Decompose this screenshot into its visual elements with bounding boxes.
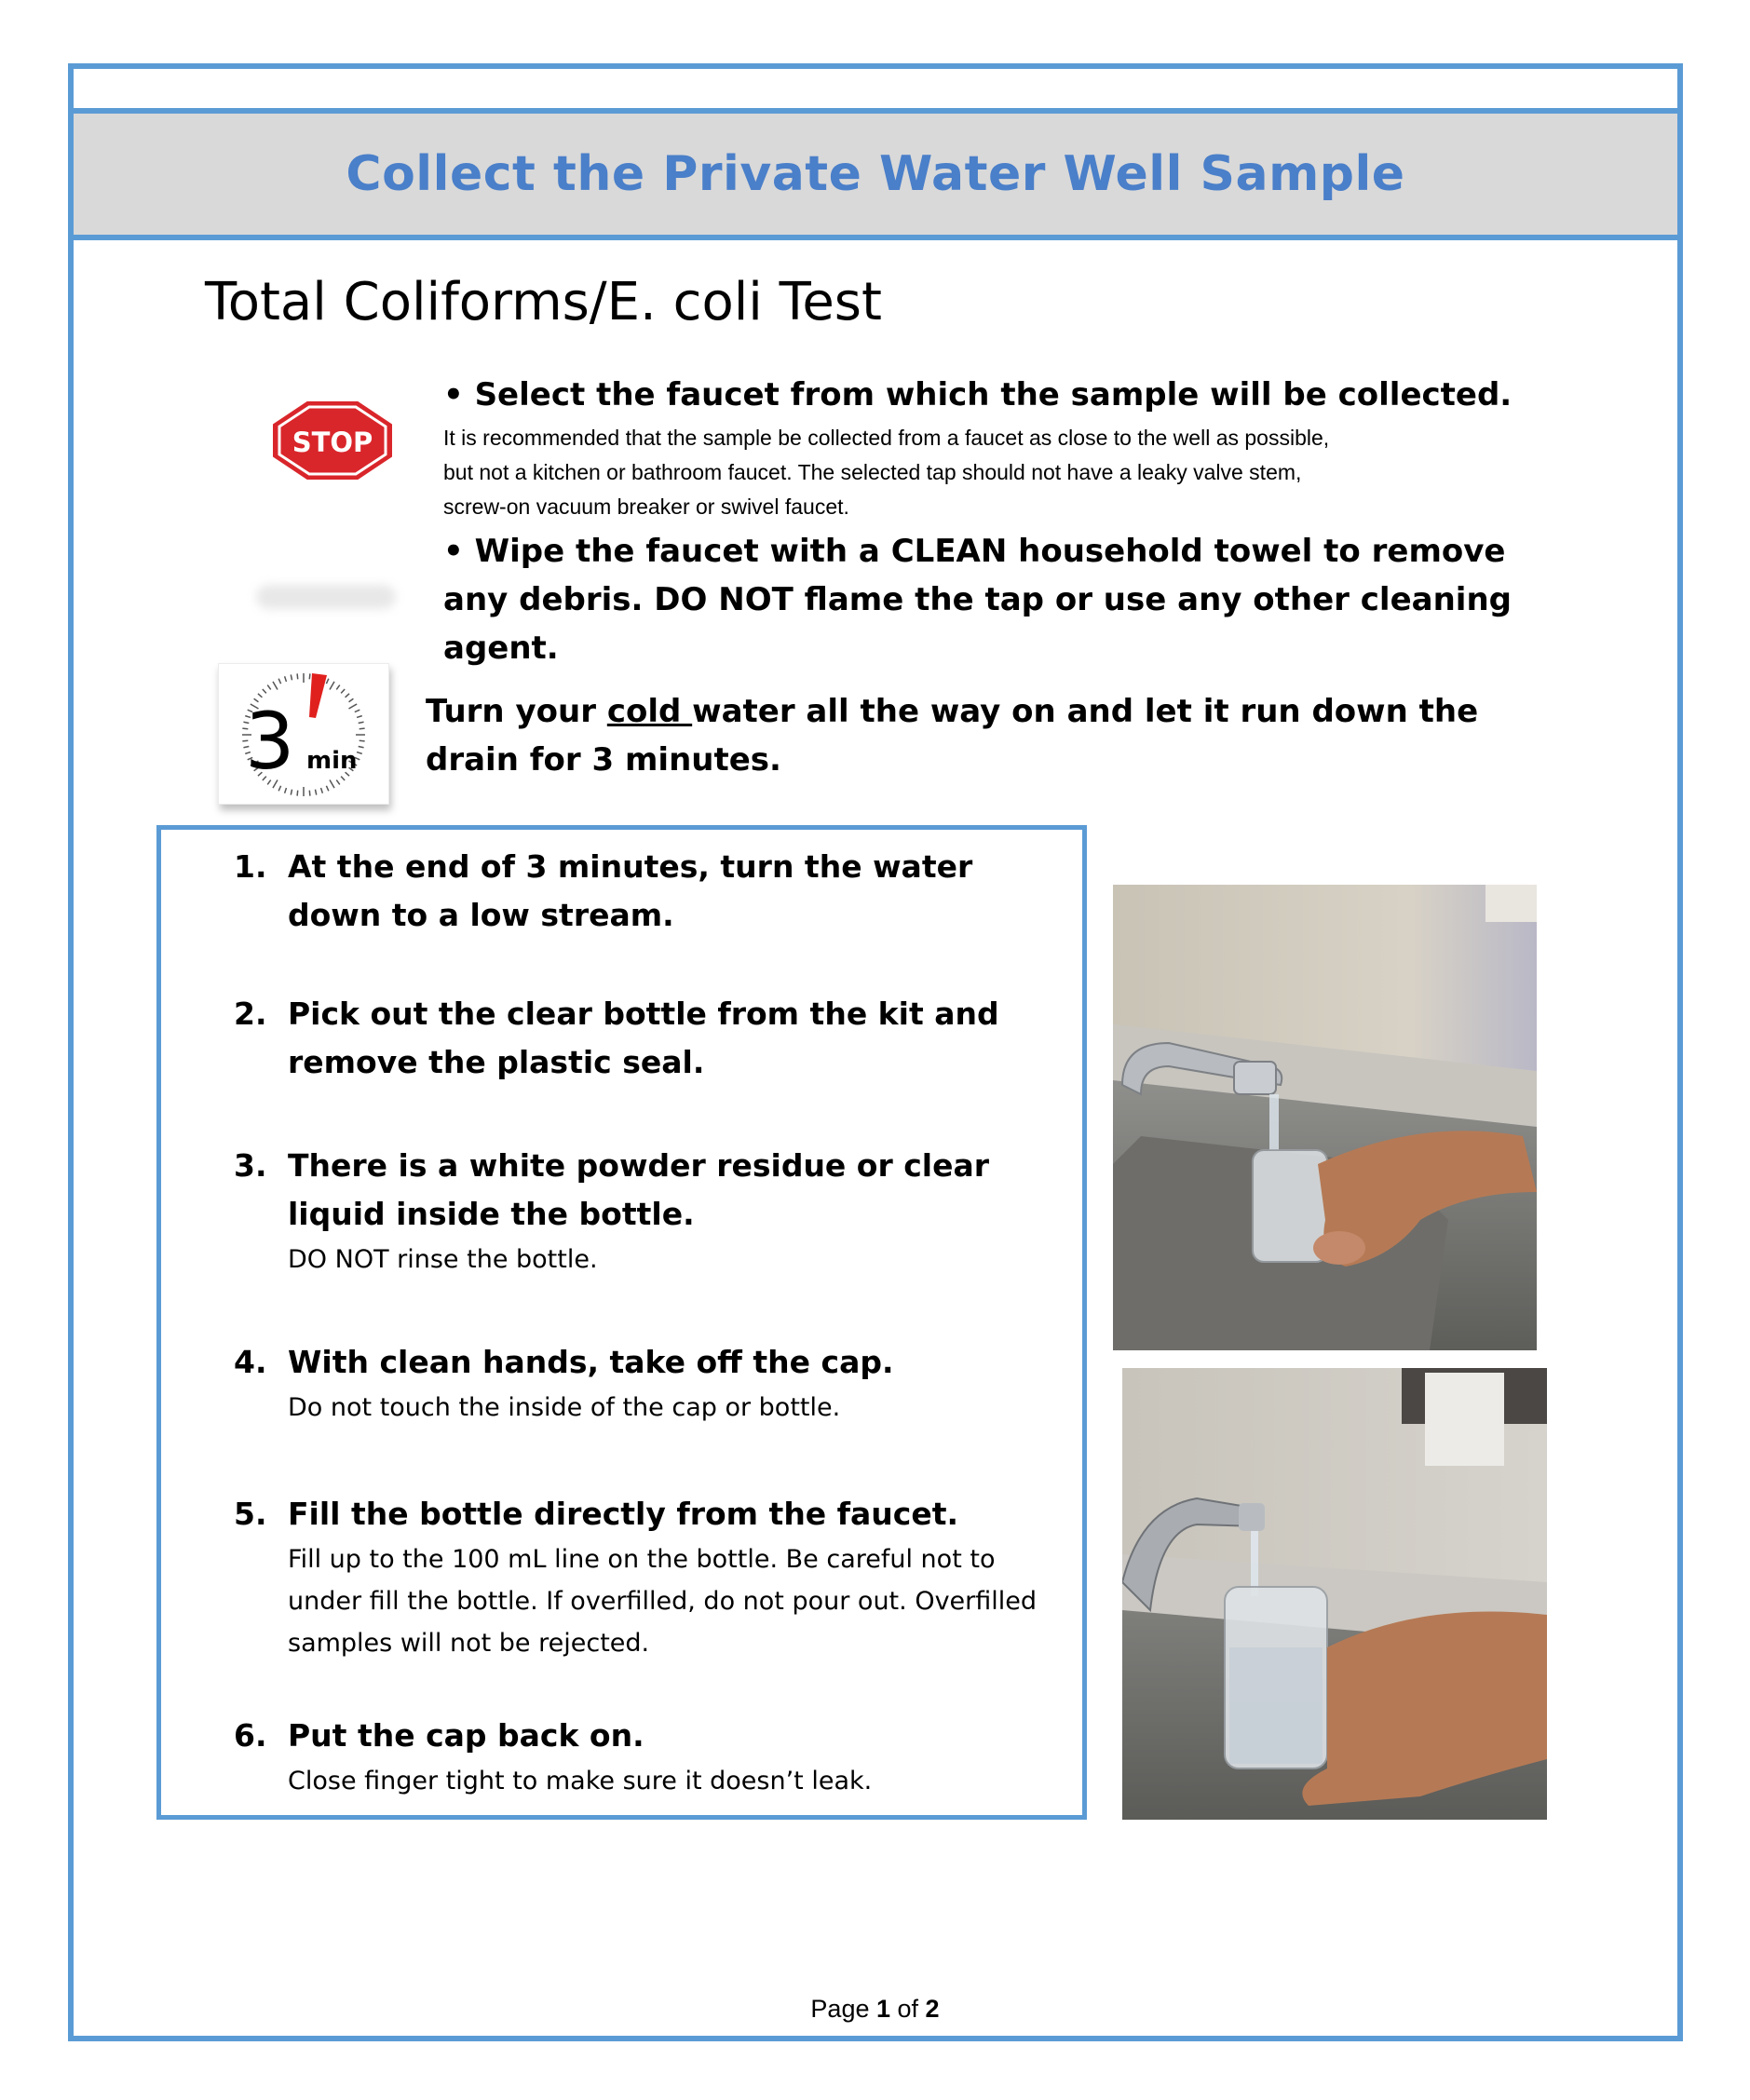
- step-heading: There is a white powder residue or clear liquid inside the bottle.: [288, 1147, 990, 1232]
- step-5: [234, 1490, 1072, 1664]
- stopwatch-tick: [263, 689, 266, 693]
- step-detail: DO NOT rinse the bottle.: [288, 1245, 598, 1274]
- timer-digit: 3: [245, 696, 295, 787]
- stopwatch-tick: [341, 777, 345, 780]
- stopwatch-tick: [330, 779, 334, 788]
- bullet-wipe-faucet: • Wipe the faucet with a CLEAN household towel to remove any debris. DO NOT flame the tap or use any other cleaning agent.: [443, 533, 1512, 667]
- stopwatch-tick: [359, 746, 364, 747]
- step-detail: Close finger tight to make sure it doesn’t leak.: [288, 1767, 873, 1795]
- stopwatch-tick: [273, 682, 278, 690]
- stopwatch-tick: [315, 790, 316, 795]
- step-number: 3.: [234, 1147, 267, 1184]
- stopwatch-tick: [336, 685, 340, 690]
- step-number: 6.: [234, 1717, 267, 1754]
- stopwatch-tick: [326, 786, 328, 791]
- step-heading: Fill the bottle directly from the faucet.: [288, 1496, 959, 1532]
- timer-icon: [218, 663, 389, 805]
- timer-unit: min: [306, 747, 358, 775]
- stopwatch-tick: [267, 685, 271, 690]
- bullet-select-faucet-detail: [443, 421, 1542, 524]
- step-heading: Pick out the clear bottle from the kit and remove the plastic seal.: [288, 996, 999, 1080]
- step-detail: Do not touch the inside of the cap or bottle.: [288, 1393, 841, 1422]
- stop-sign-icon: [272, 400, 393, 481]
- step-6: [234, 1712, 1072, 1802]
- instruction-text: Turn your: [426, 693, 607, 730]
- stopwatch-tick: [297, 673, 298, 679]
- stopwatch-tick: [348, 704, 357, 709]
- stopwatch-tick: [341, 689, 345, 693]
- steps-box: [156, 825, 1087, 1820]
- blurred-graphic: [256, 585, 396, 609]
- detail-line: screw-on vacuum breaker or swivel faucet.: [443, 495, 849, 519]
- step-3: [234, 1142, 1072, 1280]
- step-detail: Fill up to the 100 mL line on the bottle. Be careful not to under fill the bottle. If overfilled, do not pour out. Overfilled samples will not be rejected.: [288, 1545, 1038, 1658]
- step-number: 4.: [234, 1344, 267, 1380]
- faucet-photo-2: [1122, 1368, 1547, 1820]
- stopwatch-tick: [326, 679, 328, 684]
- step-number: 5.: [234, 1496, 267, 1532]
- stopwatch-tick: [278, 679, 280, 684]
- stopwatch-tick: [349, 698, 354, 702]
- instruction-text: water all the way on and let it run down the drain for 3 minutes.: [426, 693, 1479, 779]
- stopwatch-tick: [346, 694, 349, 698]
- step-number: 1.: [234, 848, 267, 885]
- stopwatch-tick: [291, 790, 292, 795]
- stopwatch-icon: [219, 664, 388, 804]
- stopwatch-tick: [297, 791, 298, 796]
- footer-middle: of: [890, 1995, 926, 2023]
- detail-line: but not a kitchen or bathroom faucet. The selected tap should not have a leaky valve stem,: [443, 460, 1302, 484]
- step-2: [234, 990, 1072, 1087]
- stopwatch-tick: [309, 791, 310, 796]
- footer-prefix: Page: [810, 1995, 876, 2023]
- footer-current-page: 1: [875, 1995, 891, 2023]
- step-heading: With clean hands, take off the cap.: [288, 1344, 894, 1380]
- detail-line: It is recommended that the sample be collected from a faucet as close to the well as possible,: [443, 426, 1330, 450]
- page-title: Collect the Private Water Well Sample: [346, 146, 1405, 202]
- faucet-photo-1: [1113, 885, 1537, 1350]
- stopwatch-tick: [285, 676, 287, 682]
- stopwatch-tick: [321, 788, 323, 793]
- stopwatch-tick: [359, 728, 365, 729]
- stop-sign-text: STOP: [292, 427, 373, 458]
- step-1: [234, 843, 1072, 940]
- stopwatch-tick: [291, 674, 292, 680]
- stopwatch-tick: [355, 710, 359, 711]
- test-subtitle: Total Coliforms/E. coli Test: [205, 272, 882, 332]
- stopwatch-tick: [357, 752, 362, 754]
- stopwatch-tick: [309, 673, 310, 679]
- stopwatch-tick: [330, 682, 334, 690]
- title-banner: [74, 108, 1677, 240]
- step-4: [234, 1338, 1072, 1429]
- cold-emphasis: cold: [606, 693, 693, 730]
- step-number: 2.: [234, 996, 267, 1032]
- bullet-select-faucet: • Select the faucet from which the sample will be collected.: [443, 376, 1513, 413]
- footer-total-pages: 2: [925, 1995, 940, 2023]
- stopwatch-tick: [359, 740, 365, 741]
- stopwatch-tick: [359, 722, 364, 723]
- step-heading: Put the cap back on.: [288, 1717, 644, 1754]
- stopwatch-tick: [285, 788, 287, 793]
- stopwatch-tick: [357, 716, 362, 718]
- stopwatch-tick: [336, 780, 340, 785]
- step-heading: At the end of 3 minutes, turn the water down to a low stream.: [288, 848, 973, 933]
- run-water-instruction: [426, 687, 1525, 784]
- page-footer: [0, 1995, 1750, 2024]
